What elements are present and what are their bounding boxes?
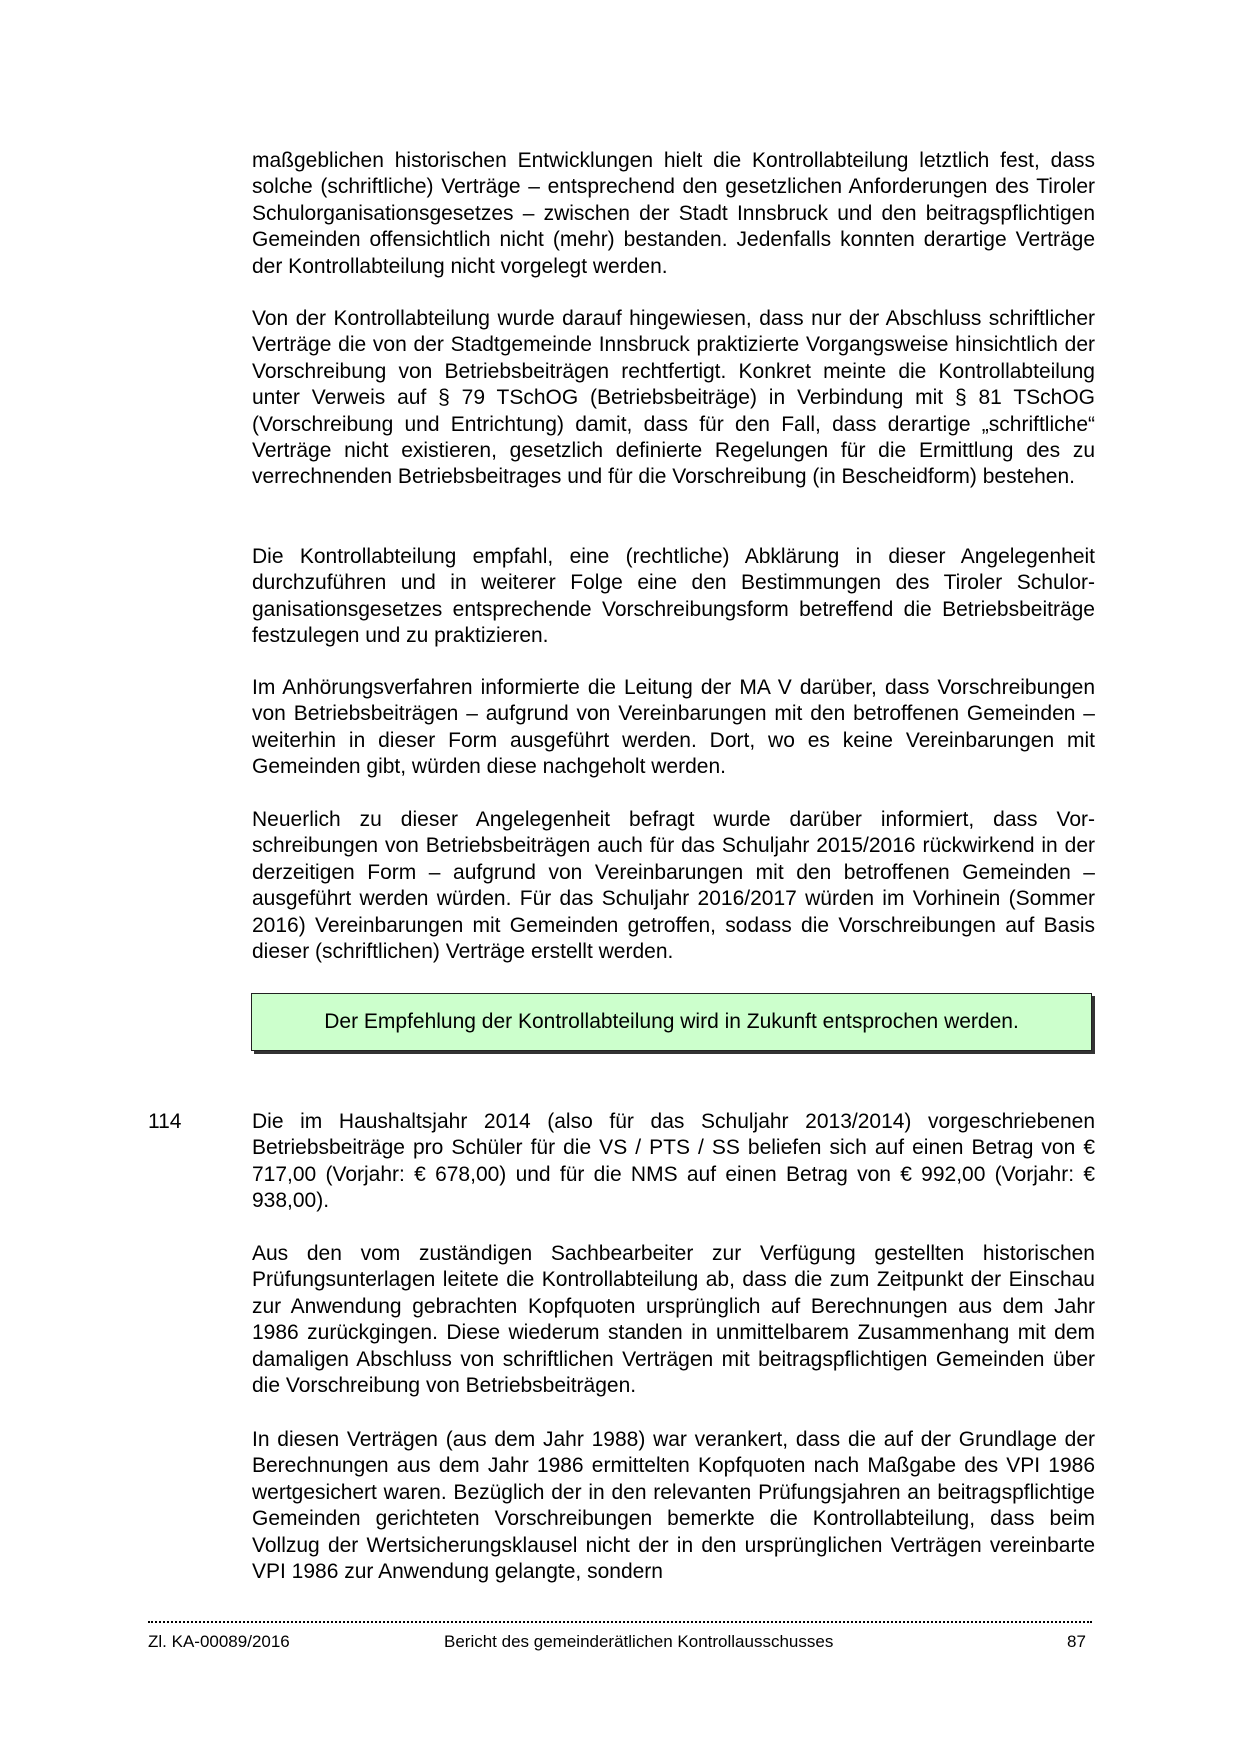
section-number: 114 bbox=[148, 1110, 182, 1133]
footer-page-number: 87 bbox=[1067, 1632, 1086, 1651]
paragraph-recommendation-clarification: Die Kontrollabteilung empfahl, eine (rechtliche) Abklärung in dieser Angelegenheit durchzuführen und in weiterer Folge eine den Bestimmungen des Tiroler Schulorganisationsgesetzes entsprechende Vorschreibungsform betreffend die Betriebsbeiträge festzulegen und zu praktizieren. bbox=[252, 545, 1095, 648]
paragraph-written-contracts-note: Von der Kontrollabteilung wurde darauf hingewiesen, dass nur der Abschluss schriftlicher Verträge die von der Stadtgemeinde Innsbruck praktizierte Vorgangsweise hinsichtlich der Vorschreibung von Betriebsbeiträgen rechtfertigt. Konkret meinte die Kontrollabteilung unter Verweis auf § 79 TSchOG (Betriebsbeiträge) in Verbindung mit § 81 TSchOG (Vorschreibung und Entrichtung) damit, dass für den Fall, dass derartige „schriftliche“ Verträge nicht existieren, gesetzlich definierte Regelungen für die Ermittlung des zu verrechnenden Betriebsbeitrages und für die Vorschreibung (in Bescheidform) bestehen. bbox=[252, 307, 1095, 489]
paragraph-operating-contributions-2014: Die im Haushaltsjahr 2014 (also für das Schuljahr 2013/2014) vorgeschriebenen Betriebsbeiträge pro Schüler für die VS / PTS / SS beliefen sich auf einen Betrag von € 717,00 (Vorjahr: € 678,00) und für die NMS auf einen Betrag von € 992,00 (Vorjahr: € 938,00). bbox=[252, 1110, 1095, 1213]
paragraph-hearing-procedure: Im Anhörungsverfahren informierte die Leitung der MA V darüber, dass Vorschreibungen von Betriebsbeiträgen – aufgrund von Vereinbarungen mit den betroffenen Gemeinden – weiterhin in dieser Form ausgeführt werden. Dort, wo es keine Vereinbarungen mit Gemeinden gibt, würden diese nachgeholt werden. bbox=[252, 676, 1095, 779]
footer-divider bbox=[148, 1621, 1092, 1623]
paragraph-historical-audit-documents: Aus den vom zuständigen Sachbearbeiter zur Verfügung gestellten historischen Prüfungsunterlagen leitete die Kontrollabteilung ab, dass die zum Zeitpunkt der Einschau zur Anwendung gebrachten Kopfquoten ursprünglich auf Berechnungen aus dem Jahr 1986 zurückgingen. Diese wiederum standen in unmittelbarem Zusammenhang mit dem damaligen Abschluss von schriftlichen Verträgen mit beitragspflichtigen Gemeinden über die Vorschreibung von Betriebsbeiträgen. bbox=[252, 1242, 1095, 1398]
paragraph-renewed-inquiry: Neuerlich zu dieser Angelegenheit befragt wurde darüber informiert, dass Vorschreibungen von Betriebsbeiträgen auch für das Schuljahr 2015/2016 rückwirkend in der derzeitigen Form – aufgrund von Vereinbarungen mit den betroffenen Gemeinden – ausgeführt werden würden. Für das Schuljahr 2016/2017 würden im Vorhinein (Sommer 2016) Vereinbarungen mit Gemeinden getroffen, sodass die Vorschreibungen auf Basis dieser (schriftlichen) Verträge erstellt werden. bbox=[252, 808, 1095, 964]
paragraph-historical-contracts: maßgeblichen historischen Entwicklungen hielt die Kontrollabteilung letztlich fest, dass solche (schriftliche) Verträge – entsprechend den gesetzlichen Anforderungen des Tiroler Schulorganisationsgesetzes – zwischen der Stadt Innsbruck und den beitragspflichtigen Gemeinden offensichtlich nicht (mehr) bestanden. Jedenfalls konnten derartige Verträge der Kontrollabteilung nicht vorgelegt werden. bbox=[252, 149, 1095, 278]
recommendation-response-box bbox=[251, 993, 1092, 1051]
paragraph-vpi-indexation: In diesen Verträgen (aus dem Jahr 1988) war verankert, dass die auf der Grundlage der Berechnungen aus dem Jahr 1986 ermittelten Kopfquoten nach Maßgabe des VPI 1986 wertgesichert waren. Bezüglich der in den relevanten Prüfungsjahren an beitragspflichtige Gemeinden gerichteten Vorschreibungen bemerkte die Kontrollabteilung, dass beim Vollzug der Wertsicherungsklausel nicht der in den ursprünglichen Verträgen vereinbarte VPI 1986 zur Anwendung gelangte, sondern bbox=[252, 1428, 1095, 1584]
footer-reference: Zl. KA-00089/2016 bbox=[148, 1632, 290, 1651]
recommendation-response-text: Der Empfehlung der Kontrollabteilung wird in Zukunft entsprochen werden. bbox=[324, 1010, 1019, 1033]
footer-title: Bericht des gemeinderätlichen Kontrollausschusses bbox=[444, 1632, 834, 1651]
